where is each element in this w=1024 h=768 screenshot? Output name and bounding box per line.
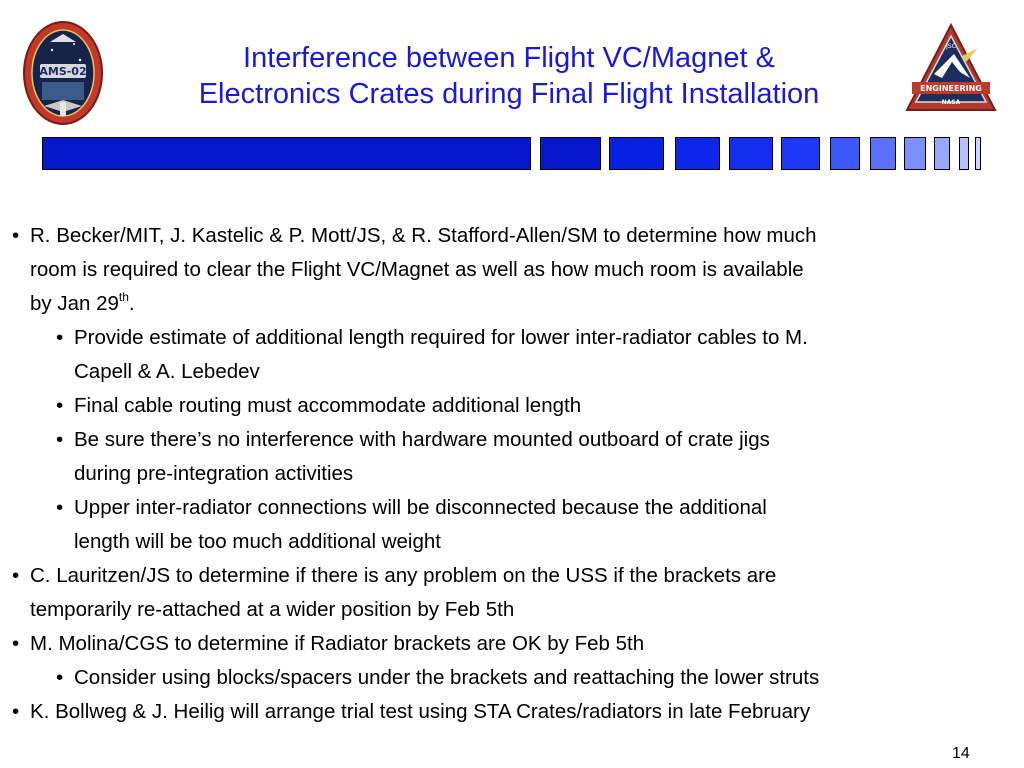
bullet-text-line: Consider using blocks/spacers under the brackets and reattaching the lower struts — [74, 666, 820, 689]
bullet-text-line: M. Molina/CGS to determine if Radiator brackets are OK by Feb 5th — [30, 632, 645, 655]
bullet-marker: • — [56, 428, 64, 451]
bullet-text-line — [30, 287, 135, 321]
bullet-marker: • — [12, 564, 20, 587]
jsc-logo-bottom-text: NASA — [941, 99, 961, 106]
slide-title-line-2: Electronics Crates during Final Flight Installation — [198, 78, 820, 110]
bullet-text-part: by Jan 29 — [30, 292, 119, 315]
bullet-text-line: Upper inter-radiator connections will be disconnected because the additional — [74, 496, 767, 519]
ams-02-logo-text: AMS-02 — [39, 65, 87, 78]
bullet-text-line: Provide estimate of additional length required for lower inter-radiator cables to M. — [74, 326, 808, 349]
bullet-text-line: Capell & A. Lebedev — [74, 360, 260, 383]
bullet-marker: • — [56, 496, 64, 519]
bullet-text-line: Be sure there’s no interference with hardware mounted outboard of crate jigs — [74, 428, 770, 451]
bullet-marker: • — [56, 394, 64, 417]
bullet-text-line: temporarily re-attached at a wider position by Feb 5th — [30, 598, 515, 621]
bullet-marker: • — [12, 224, 20, 247]
jsc-logo-band-text: ENGINEERING — [920, 84, 982, 93]
bullet-text-part: . — [128, 292, 135, 315]
bullet-text-line: during pre-integration activities — [74, 462, 354, 485]
page-number: 14 — [952, 745, 970, 762]
slide-title-line-1: Interference between Flight VC/Magnet & — [243, 42, 775, 74]
bullet-marker: • — [12, 632, 20, 655]
jsc-logo-top-text: JSC — [946, 43, 956, 50]
bullet-text-line: room is required to clear the Flight VC/Magnet as well as how much room is available — [30, 258, 804, 281]
bullet-text-line: R. Becker/MIT, J. Kastelic & P. Mott/JS, & R. Stafford-Allen/SM to determine how much — [30, 224, 817, 247]
ordinal-suffix: th — [118, 290, 129, 304]
bullet-marker: • — [56, 326, 64, 349]
bullet-text-line: length will be too much additional weight — [74, 530, 441, 553]
bullet-marker: • — [12, 700, 20, 723]
bullet-text-line: K. Bollweg & J. Heilig will arrange trial test using STA Crates/radiators in late February — [30, 700, 811, 723]
bullet-text-line: Final cable routing must accommodate additional length — [74, 394, 582, 417]
bullet-text-line: C. Lauritzen/JS to determine if there is any problem on the USS if the brackets are — [30, 564, 777, 587]
bullet-marker: • — [56, 666, 64, 689]
